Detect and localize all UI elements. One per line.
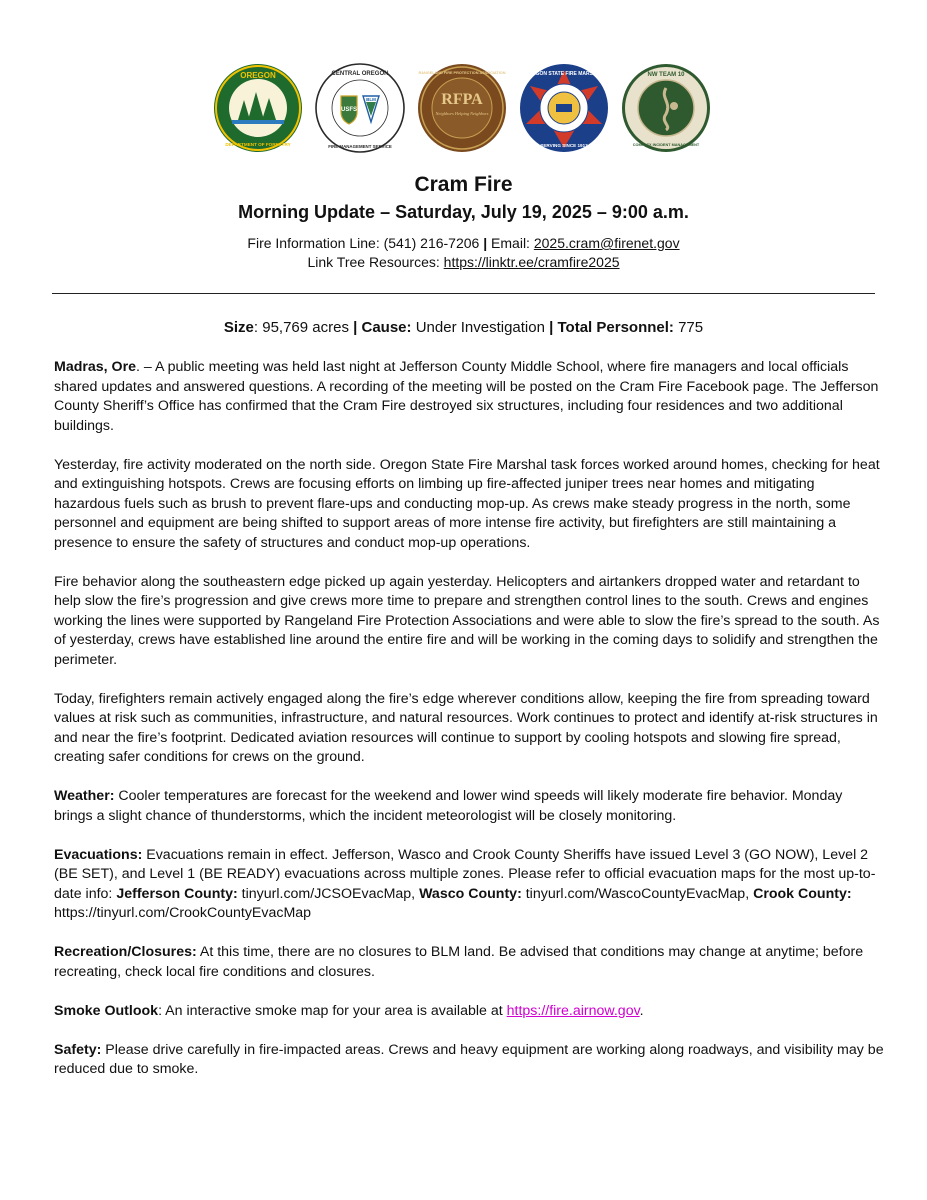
svg-text:NW TEAM 10: NW TEAM 10 [647,72,685,78]
update-subtitle: Morning Update – Saturday, July 19, 2025 – 9:00 a.m. [238,202,689,222]
svg-text:FIRE MANAGEMENT SERVICE: FIRE MANAGEMENT SERVICE [328,144,392,149]
info-line: Fire Information Line: (541) 216-7206 [247,235,480,251]
size-label: Size [223,319,254,336]
cause-label: Cause: [361,319,412,336]
svg-text:BLM: BLM [366,97,376,102]
linktree-label: Link Tree Resources: [307,254,440,270]
divider [52,293,875,294]
fire-stats [0,318,927,338]
svg-text:CENTRAL OREGON: CENTRAL OREGON [331,71,389,77]
paragraph-today: Today, firefighters remain actively engaged along the fire’s edge wherever conditions allow, keeping the fire from spreading toward values at risk such as communities, infrastructure, and natural resources. Work continues to protect and identify at-risk structures in and near the fire’s footprint. Dedicated aviation resources will continue to support by cooling hotspots and slowing fire spread, creating safer conditions for crews on the ground. [54,690,878,765]
central-oregon-fms-logo [314,62,406,154]
separator: | [353,319,358,336]
logo-text: OREGON [240,71,276,80]
paragraph-southeast: Fire behavior along the southeastern edge picked up again yesterday. Helicopters and airtankers dropped water and retardant to help slow the fire’s progression and give crews more time to prepare and strengthen control lines to the south. Crews and engines working the lines were supported by Rangeland Fire Protection Associations and were able to slow the fire’s spread to the south. As of yesterday, crews have established line around the entire fire and will be working in the coming days to solidify and strengthen the perimeter. [54,573,880,668]
svg-text:RANGELAND FIRE PROTECTION ASSO: RANGELAND FIRE PROTECTION ASSOCIATION [418,71,506,75]
paragraph-evacuations: Evacuations: Evacuations remain in effect. Jefferson, Wasco and Crook County Sheriffs have issued Level 3 (GO NOW), Level 2 (BE SET), and Level 1 (BE READY) evacuations across multiple zones. Please refer to official evacuation maps for the most up-to-date info: Jefferson County: tinyurl.com/JCSOEvacMap, Wasco County: tinyurl.com/WascoCountyEvacMap, Crook County: https://tinyurl.com/CrookCountyEvacMap [54,846,876,921]
size-value: : 95,769 acres [253,319,349,336]
email-label: Email: [491,235,530,251]
page-title: Cram Fire [414,173,513,196]
recreation-label: Recreation/Closures: [54,944,197,960]
update-body [54,358,884,1099]
rfpa-logo [416,62,508,154]
dateline: Madras, Ore [54,359,137,375]
wasco-map: tinyurl.com/WascoCountyEvacMap, [521,885,754,902]
svg-text:COMPLEX INCIDENT MANAGEMENT: COMPLEX INCIDENT MANAGEMENT [632,143,700,147]
logo-strip [0,62,927,162]
oregon-state-fire-marshal-logo [518,62,610,154]
contact-block [0,234,927,272]
oregon-forestry-logo [212,62,304,154]
smoke-label: Smoke Outlook [54,1002,159,1019]
crook-label: Crook County: [753,885,852,902]
paragraph-recreation: Recreation/Closures: At this time, there are no closures to BLM land. Be advised that conditions may change at anytime; before recreating, check local fire conditions and closures. [54,944,864,980]
svg-text:USFS: USFS [340,107,358,113]
svg-text:Neighbors Helping Neighbors: Neighbors Helping Neighbors [435,111,489,116]
svg-text:OREGON STATE FIRE MARSHAL: OREGON STATE FIRE MARSHAL [524,71,604,77]
jefferson-label: Jefferson County: [116,885,238,902]
evacuations-label: Evacuations: [54,846,143,863]
crook-map: https://tinyurl.com/CrookCountyEvacMap [54,905,312,921]
paragraph-north: Yesterday, fire activity moderated on the north side. Oregon State Fire Marshal task forces worked around homes, checking for heat and extinguishing hotspots. Crews are focusing efforts on limbing up fire-affected juniper trees near homes and mitigating hazardous fuels such as brush to prevent flare-ups and conducting mop-up. As crews make steady progress in the north, some personnel and equipment are being shifted to support areas of more intense fire activity, but firefighters are still maintaining a presence to ensure the safety of structures and conduct mop-up operations. [54,456,880,551]
cause-value: Under Investigation [415,319,545,336]
separator: | [483,235,488,251]
svg-text:SERVING SINCE 1917: SERVING SINCE 1917 [540,143,588,148]
nw-team-10-logo [620,62,712,154]
wasco-label: Wasco County: [419,885,522,902]
email-link[interactable]: 2025.cram@firenet.gov [533,235,680,251]
paragraph-weather: Weather: Cooler temperatures are forecast for the weekend and lower wind speeds will likely moderate fire behavior. Monday brings a slight chance of thunderstorms, which the incident meteorologist will be closely monitoring. [54,788,843,824]
safety-label: Safety: [54,1041,102,1058]
jefferson-map: tinyurl.com/JCSOEvacMap, [237,885,420,902]
separator: | [549,319,554,336]
paragraph-intro: Madras, Ore. – A public meeting was held last night at Jefferson County Middle School, where fire managers and local officials shared updates and answered questions. A recording of the meeting will be posted on the Cram Fire Facebook page. The Jefferson County Sheriff’s Office has confirmed that the Cram Fire destroyed six structures, including four residences and two additional buildings. [54,359,879,434]
svg-text:DEPARTMENT OF FORESTRY: DEPARTMENT OF FORESTRY [225,142,291,147]
svg-text:RFPA: RFPA [441,91,483,108]
paragraph-safety: Safety: Please drive carefully in fire-impacted areas. Crews and heavy equipment are working along roadways, and visibility may be reduced due to smoke. [54,1041,884,1077]
airnow-link[interactable]: https://fire.airnow.gov [506,1002,640,1019]
paragraph-smoke: Smoke Outlook: An interactive smoke map for your area is available at https://fire.airnow.gov. [54,1002,644,1019]
weather-label: Weather: [54,788,115,804]
personnel-value: 775 [678,319,704,336]
personnel-label: Total Personnel: [557,319,674,336]
linktree-link[interactable]: https://linktr.ee/cramfire2025 [443,254,620,270]
